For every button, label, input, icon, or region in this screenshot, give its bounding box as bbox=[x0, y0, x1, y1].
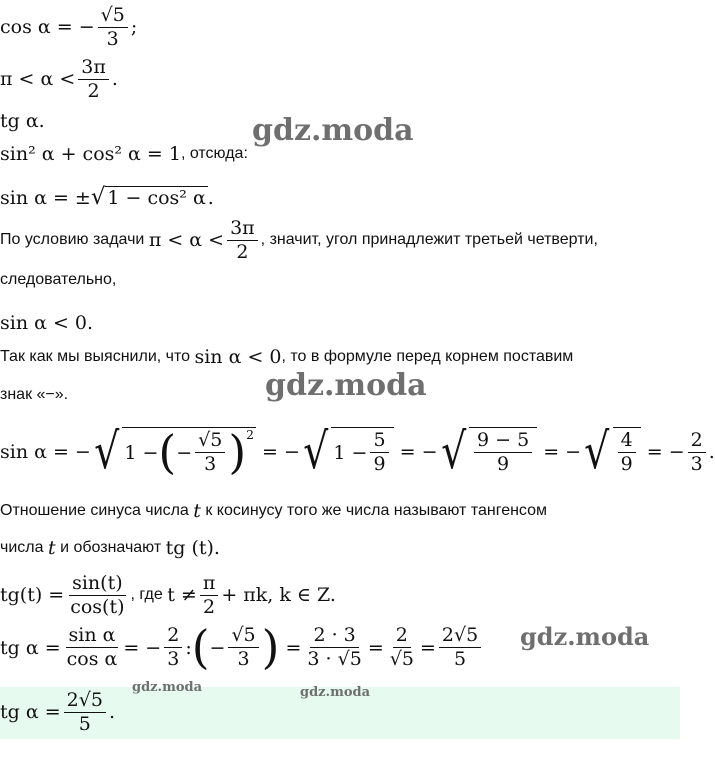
therefore-line: следовательно, bbox=[0, 271, 117, 288]
tg-calculation: tg α = $\frac{\text{sin α}}{\text{cos α}}$ = − $\frac{2}{3}$ : ( − $\frac{√5}{3}$ ) = $\frac{2 \cdot 3}{3 \cdot √5}$ = $\frac{2}{√5}$ = $\frac{2√5}{5}$ bbox=[0, 625, 484, 671]
sin-negative: sin α < 0. bbox=[0, 312, 94, 334]
tg-definition: tg(t) = $\frac{\sin(t)}{\cos(t)}$ , где t ≠ $\frac{\pi}{2}$ + πk, k ∈ Z. bbox=[0, 572, 336, 618]
sin-formula: sin α = ± √ 1 − cos² α . bbox=[0, 184, 214, 210]
watermark: gdz.moda bbox=[252, 113, 414, 148]
notation-line: числа t и обозначают tg (t). bbox=[0, 537, 220, 559]
sin-calculation: sin α = − √ 1 − ( − $\frac{√5}{3}$ ) $^2$ = − √ 1 − $\frac{5}{9}$ = − √ $\frac{9 - 5}{9}$ = − √ $\frac{4}{9}$ = − $\frac{2}{3}$ . bbox=[0, 422, 715, 481]
given-cos: cos α = − $\frac{√5}{3}$ ; bbox=[0, 4, 138, 50]
watermark: gdz.moda bbox=[132, 680, 203, 695]
identity-line: sin² α + cos² α = 1 , отсюда: bbox=[0, 143, 248, 165]
watermark: gdz.moda bbox=[265, 368, 427, 403]
given-interval: π < α < $\frac{3\pi}{2}$ . bbox=[0, 56, 118, 102]
final-answer: tg α = $\frac{2√5}{5}$ . bbox=[0, 689, 115, 735]
sign-line: знак «−». bbox=[0, 386, 69, 403]
definition-line: Отношение синуса числа t к косинусу того же числа называют тангенсом bbox=[0, 500, 548, 522]
find-tg: tg α. bbox=[0, 110, 45, 132]
condition-line: По условию задачи π < α < $\frac{3\pi}{2}$ , значит, угол принадлежит третьей четверти, bbox=[0, 217, 598, 263]
explanation-line: Так как мы выяснили, что sin α < 0 , то в формуле перед корнем поставим bbox=[0, 346, 574, 368]
watermark: gdz.moda bbox=[520, 622, 650, 651]
watermark: gdz.moda bbox=[300, 685, 371, 700]
